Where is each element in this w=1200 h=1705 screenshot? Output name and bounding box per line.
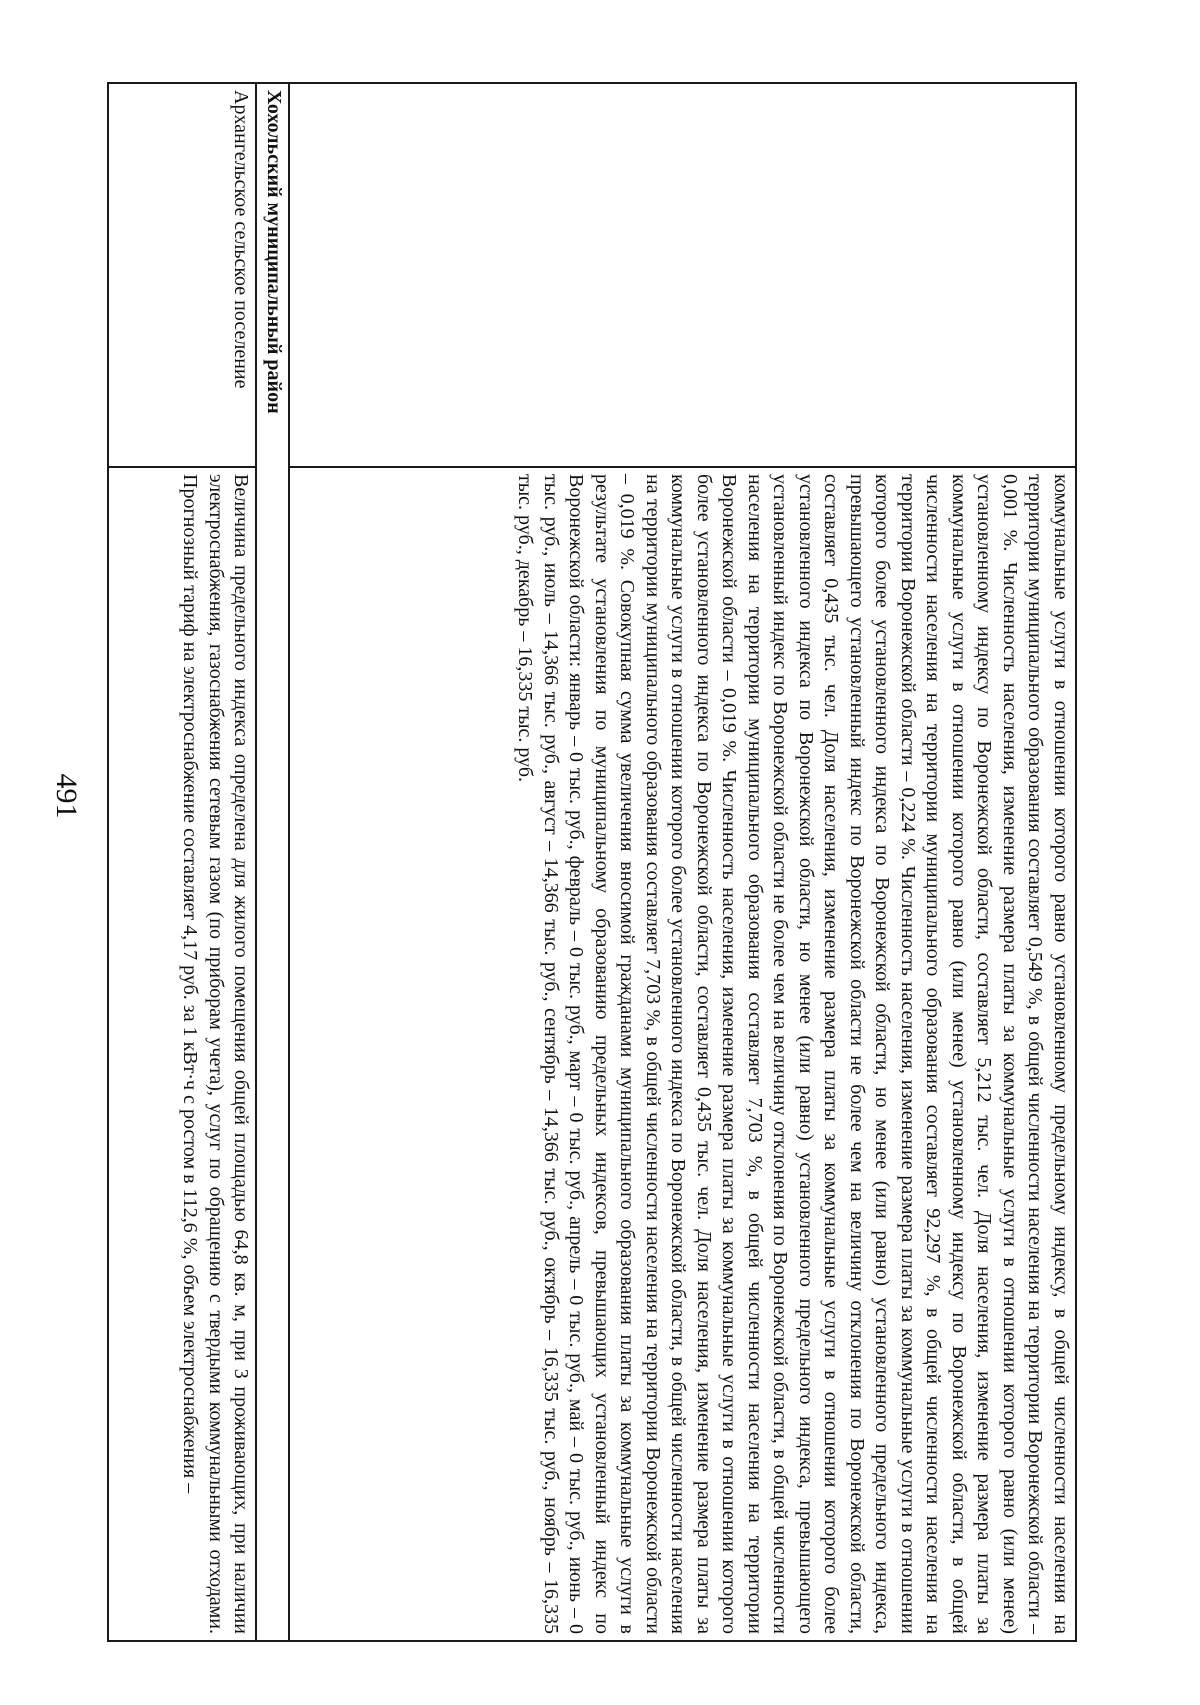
description-cell: коммунальные услуги в отношении которого равно установленному предельному индексу, в общей численности населения на территории муниципального образования составляет 0,549 %, в общей численности населения на территории Воронежской области – 0,001 %. Численность населения, изменение размера платы за коммунальные услуги в отношении которого равно (или менее) установленному индексу по Воронежской области, составляет 5,212 тыс. чел. Доля населения, изменение размера платы за коммунальные услуги в отношении которого равно (или менее) установленному индексу по Воронежской области, в общей численности населения на территории муниципального образования составляет 92,297 %, в общей численности населения на территории Воронежской области – 0,224 %. Численность населения, изменение размера платы за коммунальные услуги в отношении которого более установленного индекса по Воронежской области, но менее (или равно) установленного предельного индекса, превышающего установленный индекс по Воронежской области не более чем на величину отклонения по Воронежской области, составляет 0,435 тыс. чел. Доля населения, изменение размера платы за коммунальные услуги в отношении которого более установленного индекса по Воронежской области, но менее (или равно) установленного предельного индекса, превышающего установленный индекс по Воронежской области не более чем на величину отклонения по Воронежской области, в общей численности населения на территории муниципального образования составляет 7,703 %, в общей численности населения на территории Воронежской области – 0,019 %. Численность населения, изменение размера платы за коммунальные услуги в отношении которого более установленного индекса по Воронежской области, составляет 0,435 тыс. чел. Доля населения, изменение размера платы за коммунальные услуги в отношении которого более установленного индекса по Воронежской области, в общей численности населения на территории муниципального образования составляет 7,703 %, в общей численности населения на территории Воронежской области – 0,019 %. Совокупная сумма увеличения вносимой гражданами муниципального образования платы за коммунальные услуги в результате установления по муниципальному образованию предельных индексов, превышающих установленный индекс по Воронежской области: январь – 0 тыс. руб., февраль – 0 тыс. руб., март – 0 тыс. руб., апрель – 0 тыс. руб., май – 0 тыс. руб., июнь – 0 тыс. руб., июль – 14,366 тыс. руб., август – 14,366 тыс. руб., сентябрь – 14,366 тыс. руб., октябрь – 16,335 тыс. руб., ноябрь – 16,335 тыс. руб., декабрь – 16,335 тыс. руб.	[289, 467, 1076, 1641]
section-row	[256, 83, 288, 1641]
district-header: Хохольский муниципальный район	[256, 83, 288, 1641]
description-cell: Величина предельного индекса определена для жилого помещения общей площадью 64,8 кв. м, при 3 проживающих, при наличии электроснабжения, газоснабжения сетевым газом (по приборам учета), услуг по обращению с твердыми коммунальными отходами. Прогнозный тариф на электроснабжение составляет 4,17 руб. за 1 кВт·ч с ростом в 112,6 %, объем электроснабжения –	[108, 467, 256, 1641]
table-row	[289, 83, 1076, 1641]
settlement-cell: Архангельское сельское поселение	[108, 83, 256, 467]
settlement-cell	[289, 83, 1076, 467]
page-number: 491	[50, 773, 83, 819]
rotated-page-content	[107, 82, 1077, 1642]
index-table	[107, 82, 1077, 1642]
table-row	[108, 83, 256, 1641]
